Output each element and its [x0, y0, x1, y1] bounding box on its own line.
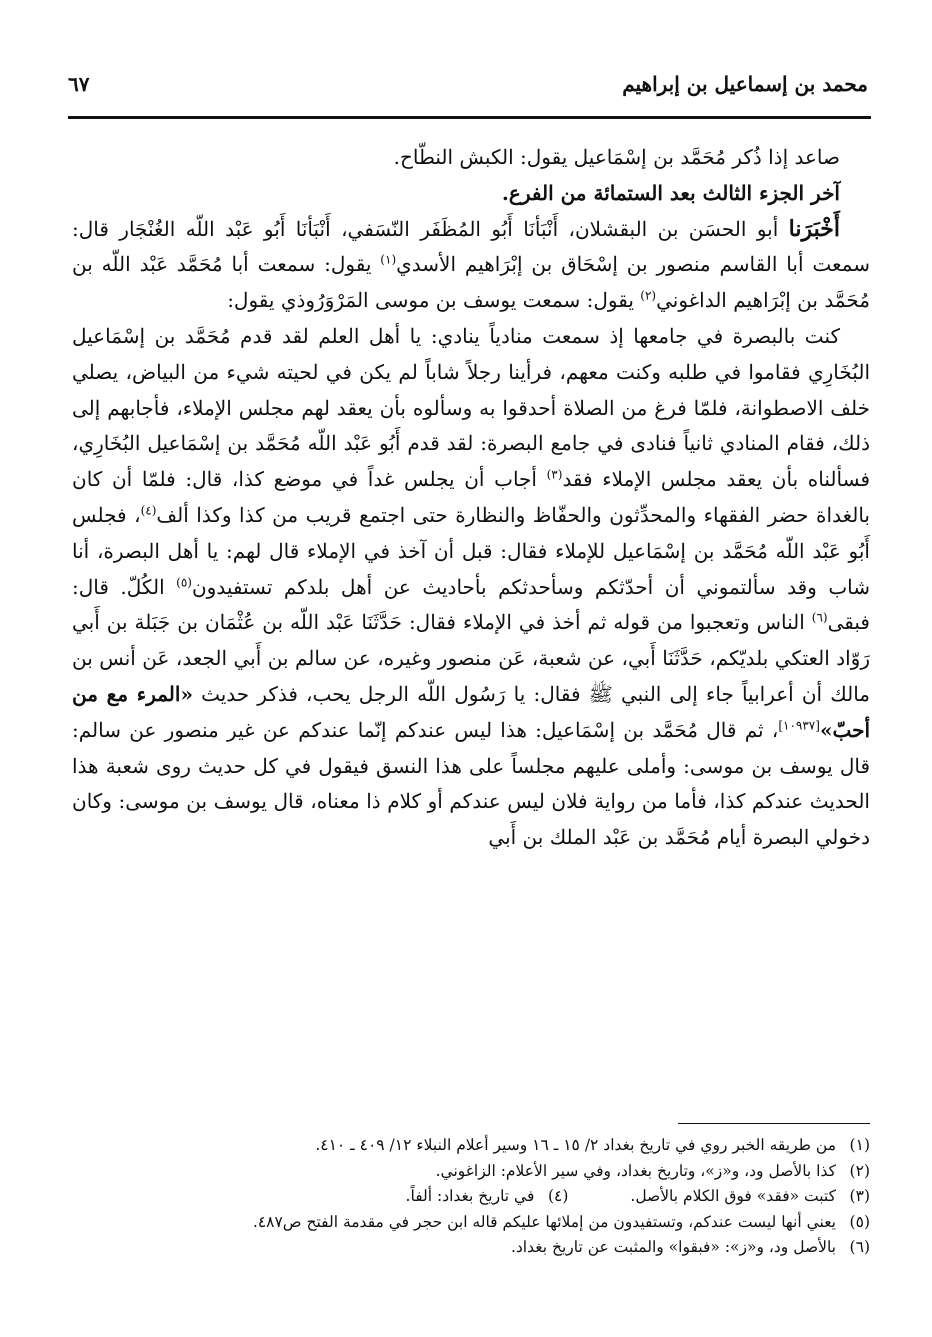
footnote-6 — [110, 1235, 870, 1261]
footnote-number: (١) — [849, 1136, 870, 1154]
footnote-number: (٦) — [849, 1238, 870, 1257]
text-run: الناس وتعجبوا من قوله ثم أخذ في الإملاء فقال: حَدَّثَنَا عَبْد اللّه بن عُثْمَان بن جَبَلة بن أَبي رَوّاد العتكي بلديّكم، حَدَّثَنَا أَبي، عن شعبة، عَن منصور وغيره، عن سالم بن أَبي الجعد، عَن أنس بن مالك أن أعرابياً جاء إلى النبي ﷺ فقال: يا رَسُول اللّه الرجل يحب، فذكر حديث — [72, 610, 871, 706]
footnote-text: من طريقه الخبر روي في تاريخ بغداد ٢/ ١٥ ـ ١٦ وسير أعلام النبلاء ١٢/ ٤٠٩ ـ ٤١٠. — [315, 1136, 836, 1154]
footnote-number: (٢) — [849, 1161, 870, 1180]
lead-word: أَخْبَرَنا — [788, 215, 840, 242]
paragraph-4-narrative — [72, 319, 870, 856]
text-run: ، ثم قال مُحَمَّد بن إسْمَاعيل: هذا ليس عندكم إنّما عندكم عن غير منصور عن سالم: قال يوسف بن موسى: وأملى عليهم مجلساً على هذا النسق فيقول في كل حديث روى شعبة هذا الحديث عندكم كذا، فأما من رواية فلان ليس عندكم أو كلام ذا معناه، قال يوسف بن موسى: وكان دخولي البصرة أيام مُحَمَّد بن عَبْد الملك بن أَبي — [72, 717, 870, 850]
footnote-rule — [678, 1123, 870, 1124]
footnote-text: بالأصل ود، و«ز»: «فبقوا» والمثبت عن تاريخ بغداد. — [510, 1238, 836, 1257]
text-run: يقول: سمعت يوسف بن موسى المَرْوَرُوذي يقول: — [227, 288, 641, 313]
text-run: يقول: سمعت أبا مُحَمَّد عَبْد اللّه بن مُحَمَّد بن إبْرَاهيم الداغوني — [72, 252, 870, 313]
footnote-1 — [110, 1133, 870, 1159]
page-number: ٦٧ — [68, 72, 90, 96]
footnote-marker-1[interactable]: (١) — [380, 252, 397, 267]
text-run: أبو الحسَن بن البقشلان، أَنْبَأنَا أَبُو المُظَفَر النّسَفي، أَنْبَأنَا أَبُو عَبْد اللّه الغُنْجَار قال: سمعت أبا القاسم منصور بن إسْحَاق بن إبْرَاهيم الأسدي — [72, 216, 871, 277]
text-run: الكُلّ. قال: فبقى — [72, 574, 870, 635]
text-run: ، فجلس أَبُو عَبْد اللّه مُحَمَّد بن إسْمَاعيل للإملاء فقال: قبل أن آخذ في الإملاء قال لهم: يا أهل البصرة، أنا شاب وقد سألتموني أن أحدّثكم وسأحدثكم بأحاديث عن أهل بلدكم تستفيدون — [72, 502, 870, 599]
page-header — [68, 72, 868, 112]
main-text — [72, 140, 870, 856]
paragraph-2-part-end: آخر الجزء الثالث بعد الستمائة من الفرع. — [501, 180, 840, 205]
text-run: كنت بالبصرة في جامعها إذ سمعت منادياً ينادي: يا أهل العلم لقد قدم مُحَمَّد بن إسْمَاعيل البُخَارِي فقاموا في طلبه وكنت معهم، فرأينا رجلاً شاباً لم يكن في لحيته شيء من البياض، يصلي خلف الاصطوانة، فلمّا فرغ من الصلاة أحدقوا به وسألوه بأن يعقد لهم مجلس الإملاء، فأجابهم إلى ذلك، فقام المنادي ثانياً فنادى في جامع البصرة: لقد قدم أَبُو عَبْد اللّه مُحَمَّد بن إسْمَاعيل البُخَارِي، فسألناه بأن يعقد مجلس الإملاء فقد — [72, 323, 871, 492]
footnote-number: (٥) — [849, 1212, 870, 1231]
text-run: أجاب أن يجلس غداً في موضع كذا، قال: فلمّا أن كان بالغداة حضر الفقهاء والمحدِّثون والحفّاظ والنظارة حتى اجتمع قريب من كذا وكذا ألف — [72, 467, 870, 527]
paragraph-3-isnad — [72, 212, 870, 319]
header-rule — [68, 116, 871, 119]
hadith-title: «المرء مع من أحبّ» — [72, 681, 870, 742]
footnote-marker-2[interactable]: (٢) — [640, 288, 657, 303]
footnote-marker-3[interactable]: (٣) — [546, 467, 563, 482]
footnote-marker-6[interactable]: (٦) — [811, 610, 828, 625]
footnote-number: (٤) — [547, 1187, 569, 1206]
footnote-marker-4[interactable]: (٤) — [140, 503, 157, 518]
footnote-marker-5[interactable]: (٥) — [176, 574, 192, 589]
footnote-text: كتبت «فقد» فوق الكلام بالأصل. — [630, 1187, 836, 1206]
footnote-number: (٣) — [849, 1187, 870, 1206]
footnote-text: يعني أنها ليست عندكم، وتستفيدون من إملائها عليكم قاله ابن حجر في مقدمة الفتح ص٤٨٧. — [252, 1212, 836, 1231]
footnote-2 — [110, 1159, 870, 1185]
hadith-reference: [١٠٩٣٧] — [778, 718, 820, 733]
footnote-text: كذا بالأصل ود، و«ز»، وتاريخ بغداد، وفي سير الأعلام: الزاغوني. — [435, 1161, 836, 1180]
footnote-3-4 — [110, 1184, 870, 1210]
footnote-5 — [110, 1210, 870, 1236]
footnotes — [110, 1133, 870, 1261]
paragraph-1: صاعد إذا ذُكر مُحَمَّد بن إسْمَاعيل يقول: الكبش النطّاح. — [393, 145, 840, 169]
footnote-text: في تاريخ بغداد: ألفاً. — [405, 1187, 535, 1206]
running-title: محمد بن إسماعيل بن إبراهيم — [622, 72, 868, 96]
